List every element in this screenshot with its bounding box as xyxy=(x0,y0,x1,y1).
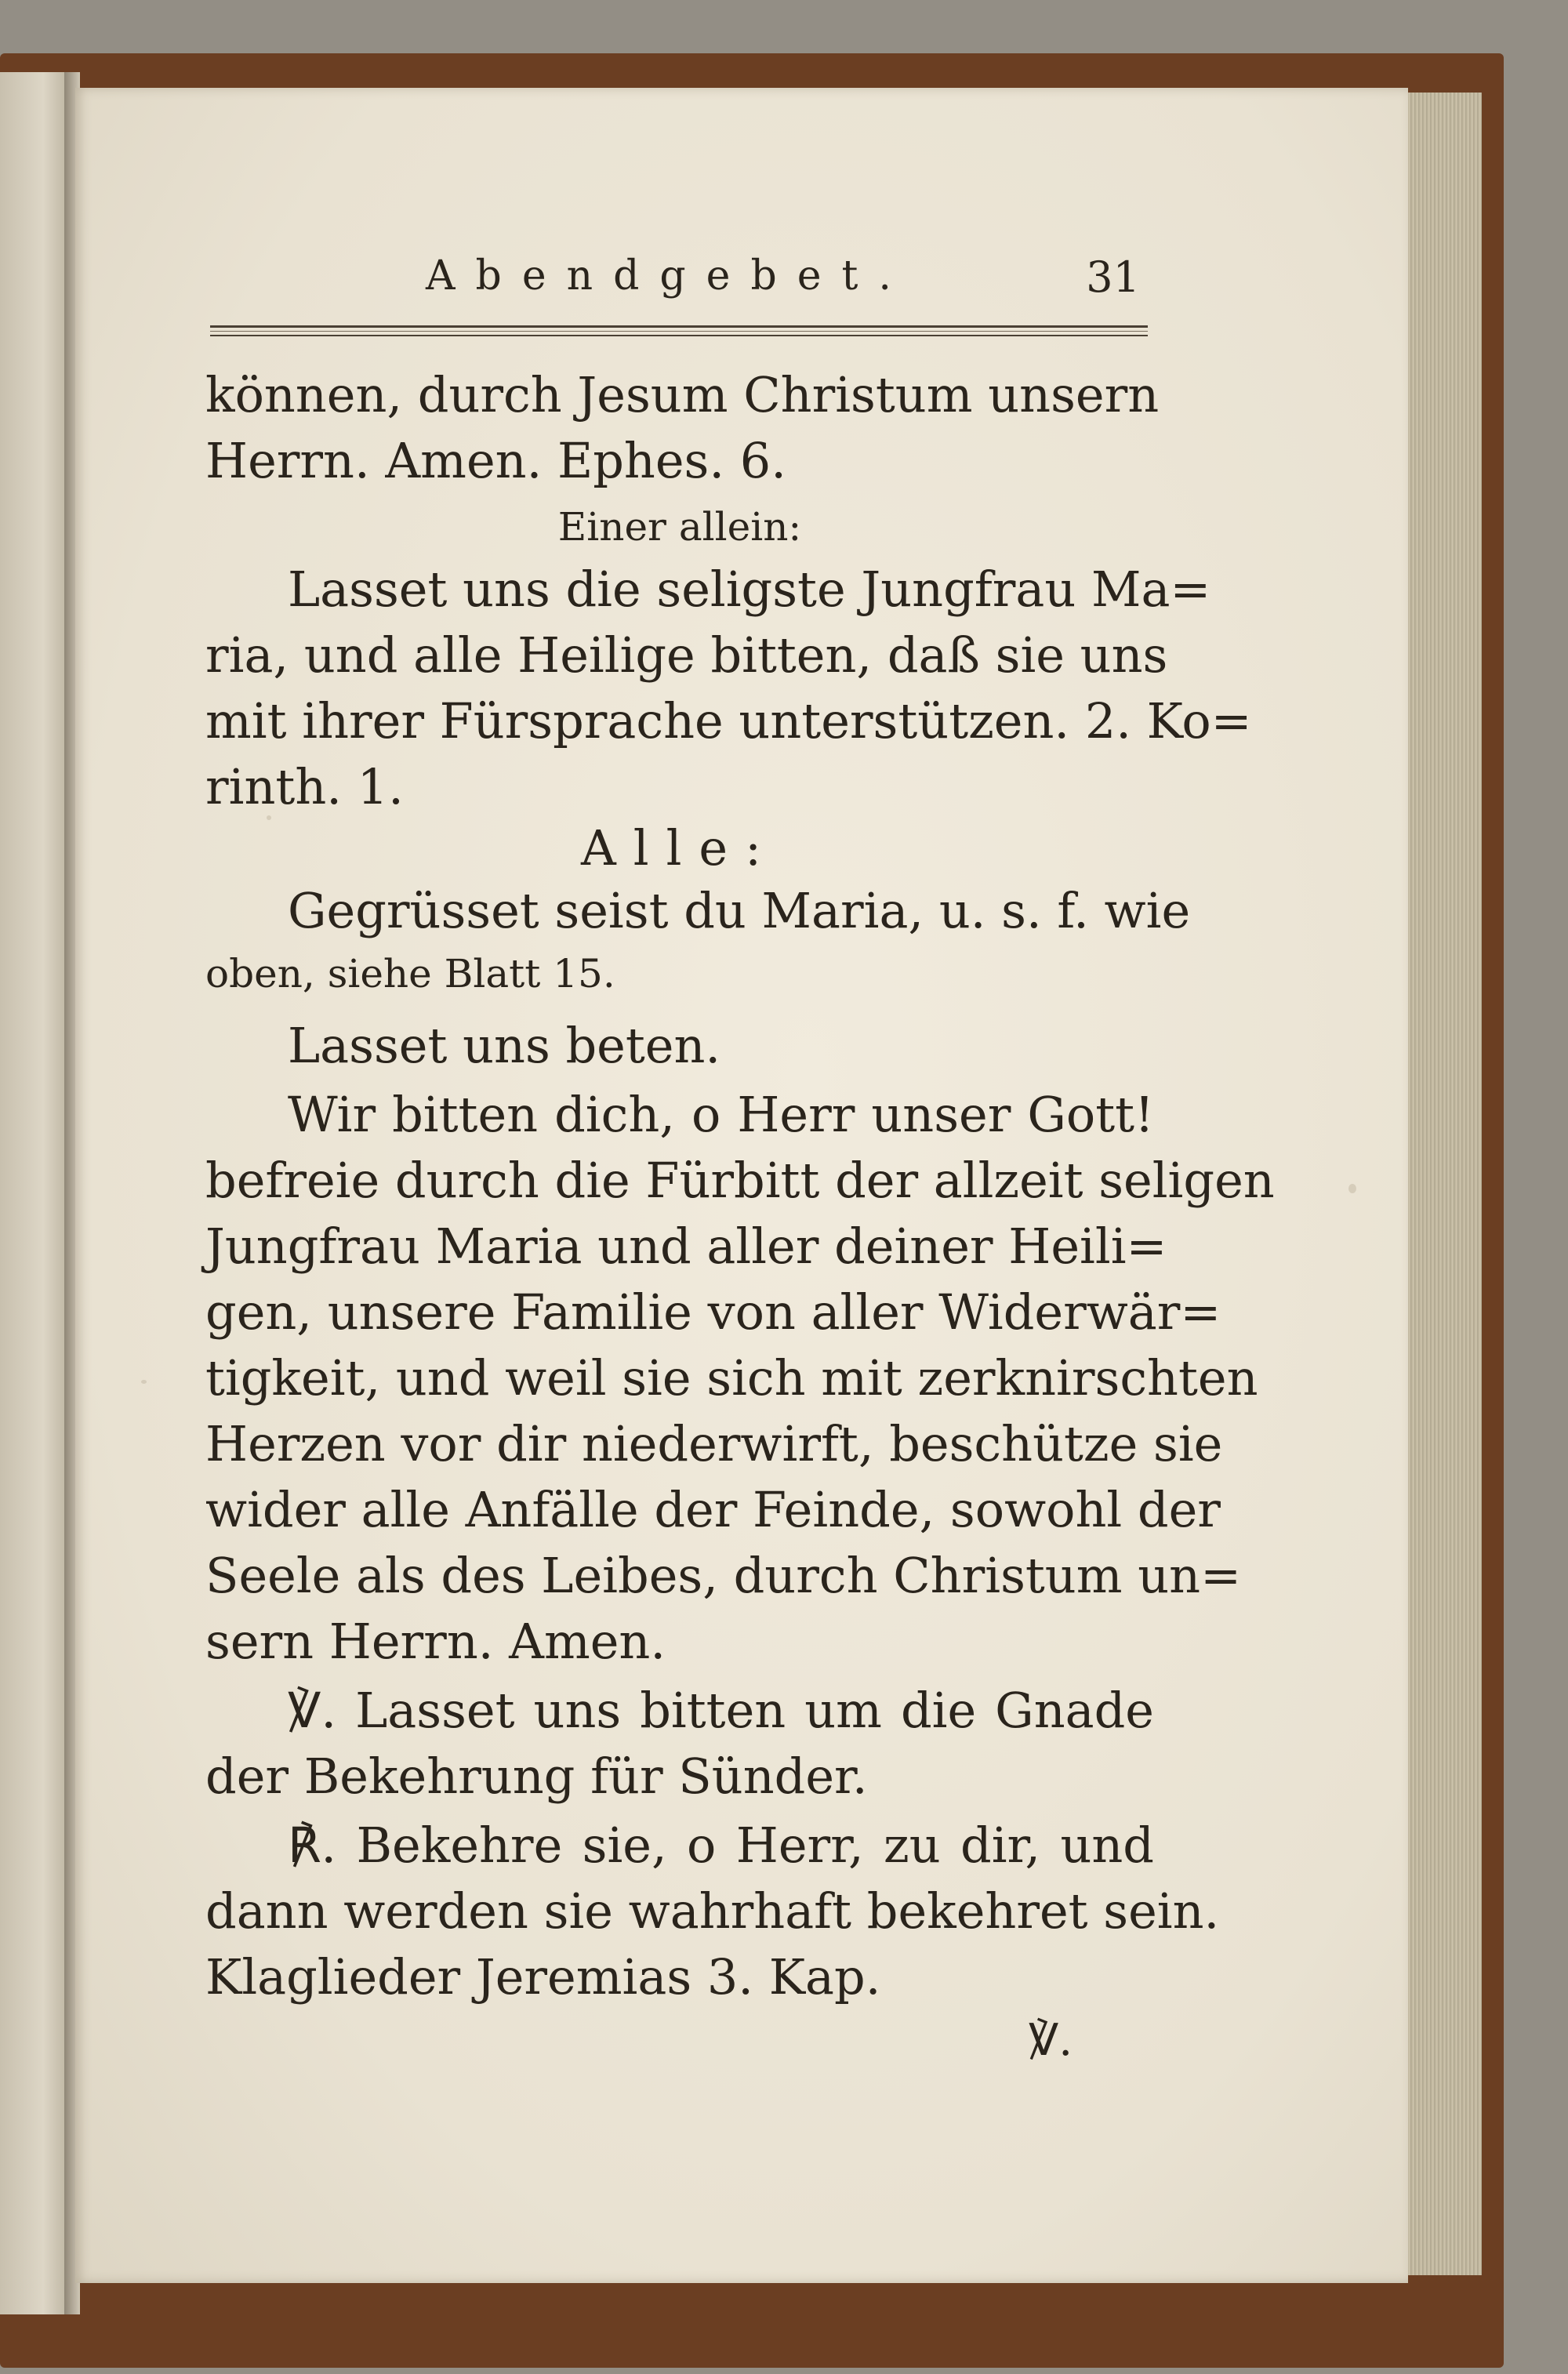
catchword: ℣. xyxy=(1029,2015,1073,2066)
text-heading: Alle: xyxy=(580,819,779,877)
text-line: rinth. 1. xyxy=(205,758,404,815)
text-line: wider alle Anfälle der Feinde, sowohl der xyxy=(205,1481,1221,1538)
text-line: ℣. Lasset uns bitten um die Gnade xyxy=(288,1682,1154,1739)
text-line: Wir bitten dich, o Herr unser Gott! xyxy=(288,1086,1154,1143)
text-line: Jungfrau Maria und aller deiner Heili= xyxy=(205,1218,1167,1275)
running-head xyxy=(210,252,1148,307)
left-page-edge xyxy=(0,72,72,2314)
page-block-edges xyxy=(1403,93,1482,2275)
text-line: Seele als des Leibes, durch Christum un= xyxy=(205,1547,1242,1604)
text-line: ℟. Bekehre sie, o Herr, zu dir, und xyxy=(288,1817,1154,1874)
text-line: tigkeit, und weil sie sich mit zerknirschten xyxy=(205,1349,1258,1407)
text-line: Lasset uns die seligste Jungfrau Ma= xyxy=(288,561,1211,618)
paper-speck xyxy=(141,1380,147,1384)
text-line: befreie durch die Fürbitt der allzeit seligen xyxy=(205,1152,1275,1209)
text-line: mit ihrer Fürsprache unterstützen. 2. Ko= xyxy=(205,692,1252,750)
text-line: dann werden sie wahrhaft bekehret sein. xyxy=(205,1882,1220,1940)
text-line: Herrn. Amen. Ephes. 6. xyxy=(205,432,786,489)
page-number: 31 xyxy=(1086,252,1140,302)
text-line: ria, und alle Heilige bitten, daß sie uns xyxy=(205,626,1168,684)
text-line: Gegrüsset seist du Maria, u. s. f. wie xyxy=(288,882,1191,939)
text-heading: Einer allein: xyxy=(557,504,802,550)
paper-speck xyxy=(1348,1184,1356,1193)
text-line: Lasset uns beten. xyxy=(288,1017,721,1074)
text-line: gen, unsere Familie von aller Widerwär= xyxy=(205,1283,1221,1341)
running-title: Abendgebet. xyxy=(426,252,912,299)
header-rule xyxy=(210,325,1148,336)
text-line: sern Herrn. Amen. xyxy=(205,1613,666,1670)
text-line: können, durch Jesum Christum unsern xyxy=(205,366,1160,423)
text-line: Klaglieder Jeremias 3. Kap. xyxy=(205,1948,881,2006)
paper-speck xyxy=(267,815,271,820)
text-line: der Bekehrung für Sünder. xyxy=(205,1748,868,1805)
text-line: oben, siehe Blatt 15. xyxy=(205,951,615,996)
text-line: Herzen vor dir niederwirft, beschütze sie xyxy=(205,1415,1223,1472)
